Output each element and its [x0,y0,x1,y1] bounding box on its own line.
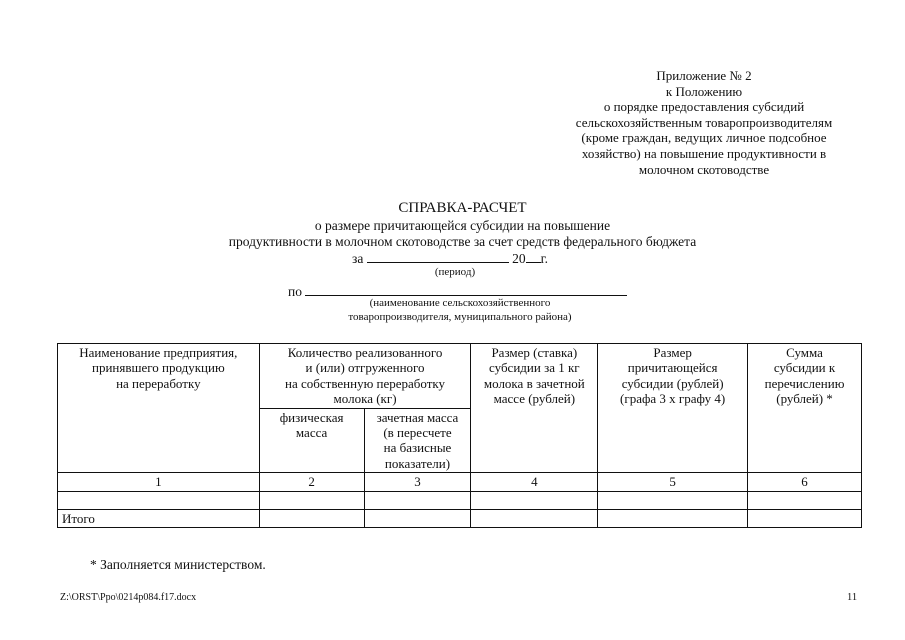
table-cell [259,491,364,509]
period-line [352,250,548,267]
column-number: 1 [58,473,260,491]
appendix-line: хозяйство) на повышение продуктивности в [581,145,827,161]
total-label: Итого [58,509,260,527]
table-row [58,491,862,509]
table-cell [58,491,260,509]
appendix-line: Приложение № 2 [656,68,752,83]
column-number: 5 [598,473,748,491]
column-number: 2 [259,473,364,491]
appendix-line: (кроме граждан, ведущих личное подсобное [581,130,827,146]
header-enterprise: Наименование предприятия, принявшего продукцию на переработку [58,344,260,473]
table-cell [598,491,748,509]
header-credit-mass: зачетная масса (в пересчете на базисные показатели) [364,408,471,473]
table-cell [748,491,862,509]
column-number: 3 [364,473,471,491]
document-subtitle [150,218,775,250]
table-cell [364,509,471,527]
year-suffix: г. [540,251,548,266]
column-number-row [58,473,862,491]
appendix-line: о порядке предоставления субсидий [603,99,805,115]
org-blank [305,283,627,296]
header-transfer-sum: Сумма субсидии к перечислению (рублей) * [748,344,862,473]
subtitle-line: продуктивности в молочном скотоводстве за счет средств федерального бюджета [228,233,697,249]
column-number: 6 [748,473,862,491]
file-path: Z:\ORST\Ppo\0214p084.f17.docx [60,592,197,603]
period-prefix: за [352,251,364,266]
year-blank [526,250,541,263]
table-cell [471,509,598,527]
subtitle-line: о размере причитающейся субсидии на повышение [314,218,611,233]
page-number: 11 [847,592,858,603]
table-cell [748,509,862,527]
table-cell [471,491,598,509]
table-header-row [58,344,862,409]
period-caption: (период) [434,266,476,278]
document-title: СПРАВКА-РАСЧЕТ [398,200,527,216]
appendix-line: сельскохозяйственным товаропроизводителям [575,114,833,130]
org-caption-line: (наименование сельскохозяйственного [369,297,551,309]
period-blank [367,250,509,263]
year-prefix: 20 [512,251,526,266]
calculation-table [57,343,862,528]
appendix-line: молочном скотоводстве [638,161,770,177]
total-row [58,509,862,527]
table-cell [598,509,748,527]
header-subsidy: Размер причитающейся субсидии (рублей) (графа 3 х графу 4) [598,344,748,473]
appendix-line: к Положению [665,83,743,99]
org-caption-line: товаропроизводителя, муниципального района) [348,311,572,323]
org-prefix: по [288,284,302,299]
header-rate: Размер (ставка) субсидии за 1 кг молока в зачетной массе (рублей) [471,344,598,473]
header-physical-mass: физическая масса [259,408,364,473]
footnote: * Заполняется министерством. [90,557,266,572]
table-cell [259,509,364,527]
column-number: 4 [471,473,598,491]
appendix-header [548,68,860,177]
header-quantity: Количество реализованного и (или) отгруженного на собственную переработку молока (кг) [259,344,471,409]
table-cell [364,491,471,509]
org-caption [300,296,620,324]
